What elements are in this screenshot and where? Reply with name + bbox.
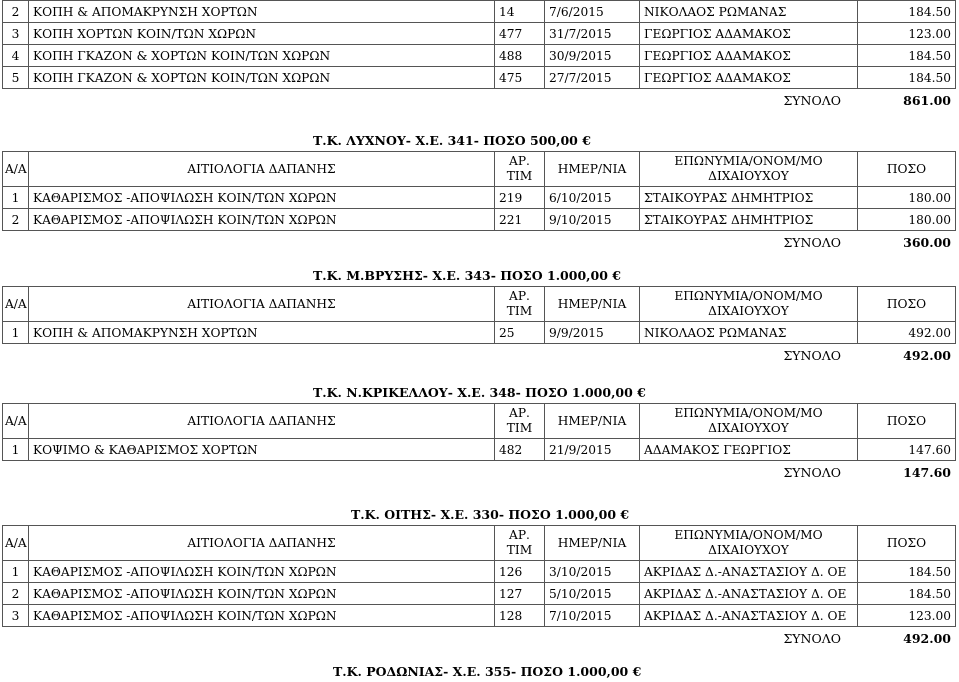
total-row (0, 89, 951, 112)
header-aa: Α/Α (3, 152, 29, 187)
row-name: ΣΤΑΙΚΟΥΡΑΣ ΔΗΜΗΤΡΙΟΣ (640, 209, 858, 231)
table-header (3, 404, 956, 439)
header-invoice: ΑΡ. ΤΙΜ (495, 152, 545, 187)
expense-table (2, 151, 956, 231)
total-value: 492.00 (903, 631, 951, 646)
table-row (3, 45, 956, 67)
row-desc: ΚΑΘΑΡΙΣΜΟΣ -ΑΠΟΨΙΛΩΣΗ ΚΟΙΝ/ΤΩΝ ΧΩΡΩΝ (29, 187, 495, 209)
row-amount: 184.50 (858, 1, 956, 23)
row-aa: 5 (3, 67, 29, 89)
row-date: 9/9/2015 (545, 322, 640, 344)
row-desc: ΚΟΠΗ ΓΚΑΖΟΝ & ΧΟΡΤΩΝ ΚΟΙΝ/ΤΩΝ ΧΩΡΩΝ (29, 67, 495, 89)
row-name: ΑΚΡΙΔΑΣ Δ.-ΑΝΑΣΤΑΣΙΟΥ Δ. ΟΕ (640, 583, 858, 605)
expense-table (2, 286, 956, 344)
row-aa: 1 (3, 322, 29, 344)
row-aa: 4 (3, 45, 29, 67)
row-invoice: 219 (495, 187, 545, 209)
row-name: ΓΕΩΡΓΙΟΣ ΑΔΑΜΑΚΟΣ (640, 23, 858, 45)
table-row (3, 187, 956, 209)
total-label: ΣΥΝΟΛΟ (783, 93, 841, 108)
row-aa: 1 (3, 561, 29, 583)
row-date: 6/10/2015 (545, 187, 640, 209)
section-lychnou (0, 131, 959, 254)
total-row (0, 231, 951, 254)
row-aa: 2 (3, 1, 29, 23)
header-date: ΗΜΕΡ/ΝΙΑ (545, 404, 640, 439)
section-rodonias (0, 662, 959, 682)
row-date: 7/6/2015 (545, 1, 640, 23)
header-date: ΗΜΕΡ/ΝΙΑ (545, 526, 640, 561)
row-invoice: 488 (495, 45, 545, 67)
expense-table (2, 0, 956, 89)
row-desc: ΚΑΘΑΡΙΣΜΟΣ -ΑΠΟΨΙΛΩΣΗ ΚΟΙΝ/ΤΩΝ ΧΩΡΩΝ (29, 605, 495, 627)
header-aa: Α/Α (3, 404, 29, 439)
row-name: ΓΕΩΡΓΙΟΣ ΑΔΑΜΑΚΟΣ (640, 45, 858, 67)
row-invoice: 25 (495, 322, 545, 344)
table-header (3, 526, 956, 561)
row-invoice: 475 (495, 67, 545, 89)
row-name: ΑΚΡΙΔΑΣ Δ.-ΑΝΑΣΤΑΣΙΟΥ Δ. ΟΕ (640, 605, 858, 627)
row-amount: 123.00 (858, 605, 956, 627)
header-name: ΕΠΩΝΥΜΙΑ/ΟΝΟΜ/ΜΟ ΔΙΧΑΙΟΥΧΟΥ (640, 287, 858, 322)
row-invoice: 126 (495, 561, 545, 583)
section-mvrysis (0, 266, 959, 367)
header-desc: ΑΙΤΙΟΛΟΓΙΑ ΔΑΠΑΝΗΣ (29, 404, 495, 439)
row-date: 21/9/2015 (545, 439, 640, 461)
row-date: 7/10/2015 (545, 605, 640, 627)
section-oitis (0, 505, 959, 650)
total-value: 360.00 (903, 235, 951, 250)
row-amount: 492.00 (858, 322, 956, 344)
header-name: ΕΠΩΝΥΜΙΑ/ΟΝΟΜ/ΜΟ ΔΙΧΑΙΟΥΧΟΥ (640, 404, 858, 439)
row-aa: 3 (3, 605, 29, 627)
row-name: ΝΙΚΟΛΑΟΣ ΡΩΜΑΝΑΣ (640, 1, 858, 23)
table-row (3, 67, 956, 89)
row-invoice: 482 (495, 439, 545, 461)
row-name: ΝΙΚΟΛΑΟΣ ΡΩΜΑΝΑΣ (640, 322, 858, 344)
row-desc: ΚΑΘΑΡΙΣΜΟΣ -ΑΠΟΨΙΛΩΣΗ ΚΟΙΝ/ΤΩΝ ΧΩΡΩΝ (29, 583, 495, 605)
section-title-text: Τ.Κ. ΡΟΔΩΝΙΑΣ- Χ.Ε. 355- ΠΟΣΟ 1.000,00 € (333, 664, 642, 679)
header-date: ΗΜΕΡ/ΝΙΑ (545, 287, 640, 322)
table-row (3, 23, 956, 45)
row-desc: ΚΟΠΗ ΧΟΡΤΩΝ ΚΟΙΝ/ΤΩΝ ΧΩΡΩΝ (29, 23, 495, 45)
header-name: ΕΠΩΝΥΜΙΑ/ΟΝΟΜ/ΜΟ ΔΙΧΑΙΟΥΧΟΥ (640, 152, 858, 187)
section-title-text: Τ.Κ. ΟΙΤΗΣ- Χ.Ε. 330- ΠΟΣΟ 1.000,00 € (351, 507, 630, 522)
row-amount: 180.00 (858, 209, 956, 231)
section-title (0, 505, 959, 525)
table-header (3, 287, 956, 322)
section-title (0, 662, 959, 682)
total-label: ΣΥΝΟΛΟ (783, 465, 841, 480)
row-aa: 1 (3, 439, 29, 461)
header-amount: ΠΟΣΟ (858, 287, 956, 322)
row-aa: 2 (3, 209, 29, 231)
row-desc: ΚΟΠΗ & ΑΠΟΜΑΚΡΥΝΣΗ ΧΟΡΤΩΝ (29, 1, 495, 23)
header-name: ΕΠΩΝΥΜΙΑ/ΟΝΟΜ/ΜΟ ΔΙΧΑΙΟΥΧΟΥ (640, 526, 858, 561)
row-aa: 1 (3, 187, 29, 209)
table-row (3, 439, 956, 461)
row-desc: ΚΟΠΗ ΓΚΑΖΟΝ & ΧΟΡΤΩΝ ΚΟΙΝ/ΤΩΝ ΧΩΡΩΝ (29, 45, 495, 67)
expense-table (2, 403, 956, 461)
row-date: 31/7/2015 (545, 23, 640, 45)
row-name: ΑΔΑΜΑΚΟΣ ΓΕΩΡΓΙΟΣ (640, 439, 858, 461)
row-aa: 3 (3, 23, 29, 45)
row-desc: ΚΑΘΑΡΙΣΜΟΣ -ΑΠΟΨΙΛΩΣΗ ΚΟΙΝ/ΤΩΝ ΧΩΡΩΝ (29, 561, 495, 583)
row-name: ΣΤΑΙΚΟΥΡΑΣ ΔΗΜΗΤΡΙΟΣ (640, 187, 858, 209)
table-header (3, 152, 956, 187)
row-amount: 184.50 (858, 561, 956, 583)
total-row (0, 461, 951, 484)
header-date: ΗΜΕΡ/ΝΙΑ (545, 152, 640, 187)
header-aa: Α/Α (3, 526, 29, 561)
row-date: 5/10/2015 (545, 583, 640, 605)
row-amount: 184.50 (858, 583, 956, 605)
header-invoice: ΑΡ. ΤΙΜ (495, 526, 545, 561)
row-amount: 147.60 (858, 439, 956, 461)
row-date: 30/9/2015 (545, 45, 640, 67)
total-label: ΣΥΝΟΛΟ (783, 348, 841, 363)
header-desc: ΑΙΤΙΟΛΟΓΙΑ ΔΑΠΑΝΗΣ (29, 287, 495, 322)
header-amount: ΠΟΣΟ (858, 152, 956, 187)
header-invoice: ΑΡ. ΤΙΜ (495, 404, 545, 439)
table-row (3, 561, 956, 583)
table-row (3, 605, 956, 627)
row-date: 3/10/2015 (545, 561, 640, 583)
total-value: 492.00 (903, 348, 951, 363)
header-amount: ΠΟΣΟ (858, 526, 956, 561)
section-continuation (0, 0, 959, 112)
section-title-text: Τ.Κ. ΛΥΧΝΟΥ- Χ.Ε. 341- ΠΟΣΟ 500,00 € (313, 133, 591, 148)
row-invoice: 221 (495, 209, 545, 231)
row-desc: ΚΟΠΗ & ΑΠΟΜΑΚΡΥΝΣΗ ΧΟΡΤΩΝ (29, 322, 495, 344)
total-row (0, 344, 951, 367)
total-label: ΣΥΝΟΛΟ (783, 235, 841, 250)
section-title-text: Τ.Κ. Μ.ΒΡΥΣΗΣ- Χ.Ε. 343- ΠΟΣΟ 1.000,00 € (313, 268, 621, 283)
total-value: 861.00 (903, 93, 951, 108)
row-invoice: 477 (495, 23, 545, 45)
row-invoice: 127 (495, 583, 545, 605)
section-title (0, 131, 959, 151)
row-amount: 180.00 (858, 187, 956, 209)
table-row (3, 1, 956, 23)
row-amount: 184.50 (858, 67, 956, 89)
row-desc: ΚΟΨΙΜΟ & ΚΑΘΑΡΙΣΜΟΣ ΧΟΡΤΩΝ (29, 439, 495, 461)
total-value: 147.60 (903, 465, 951, 480)
table-row (3, 322, 956, 344)
section-title (0, 383, 959, 403)
table-row (3, 209, 956, 231)
header-desc: ΑΙΤΙΟΛΟΓΙΑ ΔΑΠΑΝΗΣ (29, 152, 495, 187)
header-amount: ΠΟΣΟ (858, 404, 956, 439)
row-invoice: 128 (495, 605, 545, 627)
row-invoice: 14 (495, 1, 545, 23)
header-desc: ΑΙΤΙΟΛΟΓΙΑ ΔΑΠΑΝΗΣ (29, 526, 495, 561)
section-title (0, 266, 959, 286)
row-name: ΑΚΡΙΔΑΣ Δ.-ΑΝΑΣΤΑΣΙΟΥ Δ. ΟΕ (640, 561, 858, 583)
row-date: 9/10/2015 (545, 209, 640, 231)
total-label: ΣΥΝΟΛΟ (783, 631, 841, 646)
row-name: ΓΕΩΡΓΙΟΣ ΑΔΑΜΑΚΟΣ (640, 67, 858, 89)
header-invoice: ΑΡ. ΤΙΜ (495, 287, 545, 322)
table-row (3, 583, 956, 605)
row-date: 27/7/2015 (545, 67, 640, 89)
row-amount: 123.00 (858, 23, 956, 45)
header-aa: Α/Α (3, 287, 29, 322)
row-aa: 2 (3, 583, 29, 605)
expense-table (2, 525, 956, 627)
section-nkrikellou (0, 383, 959, 484)
row-desc: ΚΑΘΑΡΙΣΜΟΣ -ΑΠΟΨΙΛΩΣΗ ΚΟΙΝ/ΤΩΝ ΧΩΡΩΝ (29, 209, 495, 231)
section-title-text: Τ.Κ. Ν.ΚΡΙΚΕΛΛΟΥ- Χ.Ε. 348- ΠΟΣΟ 1.000,00 € (313, 385, 646, 400)
row-amount: 184.50 (858, 45, 956, 67)
total-row (0, 627, 951, 650)
